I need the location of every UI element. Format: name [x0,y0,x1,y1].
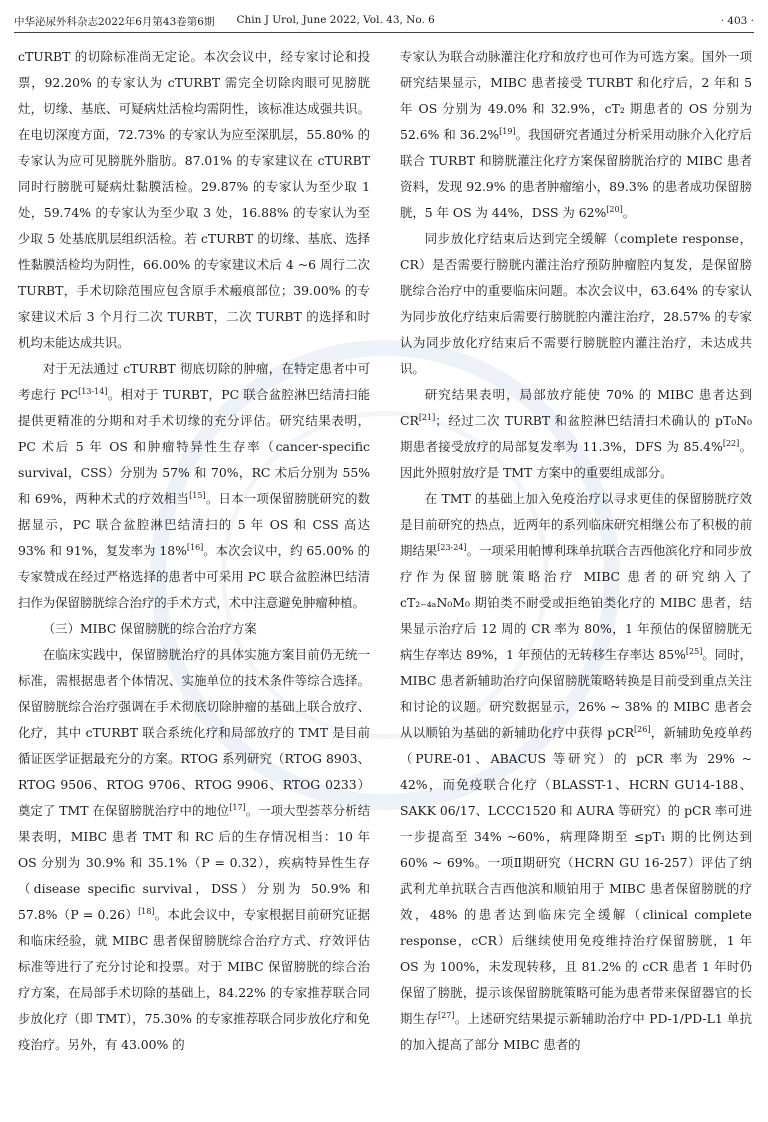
citation: [26] [634,724,651,734]
section-heading: （三）MIBC 保留膀胱的综合治疗方案 [42,621,257,636]
paragraph: 在 TMT 的基础上加入免疫治疗以寻求更佳的保留膀胱疗效是目前研究的热点，近两年的系列临床研究相继公布了积极的前期结果[23-24]。一项采用帕博利珠单抗联合吉西他滨化疗和同步放疗作为保留膀胱策略治疗 MIBC 患者的研究纳入了 cT₂₋₄ₐN₀M₀ 期铂类不耐受或拒绝铂类化疗的 MIBC 患者，结果显示治疗后 12 周的 CR 率为 80%，1 年预估的保留膀胱无病生存率达 89%，1 年预估的无转移生存率达 85%[25]。同时，MIBC 患者新辅助治疗向保留膀胱策略转换是目前受到重点关注和讨论的议题。研究数据显示，26% ~ 38% 的 MIBC 患者会从以顺铂为基础的新辅助化疗中获得 pCR[26]，新辅助免疫单药（PURE-01、ABACUS 等研究）的 pCR 率为 29% ~ 42%，而免疫联合化疗（BLASST-1、HCRN GU14-188、SAKK 06/17、LCCC1520 和 AURA 等研究）的 pCR 率可进一步提高至 34% ~60%，病理降期至 ≤pT₁ 期的比例达到 60% ~ 69%。一项Ⅱ期研究（HCRN GU 16-257）评估了纳武利尤单抗联合吉西他滨和顺铂用于 MIBC 患者保留膀胱的疗效，48% 的患者达到临床完全缓解（clinical complete response，cCR）后继续使用免疫维持治疗保留膀胱，1 年 OS 为 100%，未发现转移，且 81.2% 的 cCR 患者 1 年时仍保留了膀胱，提示该保留膀胱策略可能为患者带来保留器官的长期生存[27]。上述研究结果提示新辅助治疗中 PD-1/PD-L1 单抗的加入提高了部分 MIBC 患者的 [400,491,752,1052]
citation: [22] [722,438,740,448]
citation: [17] [229,802,246,812]
left-column [18,44,370,1114]
paragraph: 在临床实践中，保留膀胱治疗的具体实施方案目前仍无统一标准，需根据患者个体情况、实施单位的技术条件等综合选择。保留膀胱综合治疗强调在手术彻底切除肿瘤的基础上联合放疗、化疗，其中 cTURBT 联合系统化疗和局部放疗的 TMT 是目前循证医学证据最充分的方案。RTOG 系列研究（RTOG 8903、RTOG 9506、RTOG 9706、RTOG 9906、RTOG 0233）奠定了 TMT 在保留膀胱治疗中的地位[17]。一项大型荟萃分析结果表明，MIBC 患者 TMT 和 RC 后的生存情况相当：10 年 OS 分别为 30.9% 和 35.1%（P = 0.32），疾病特异性生存（disease specific survival，DSS）分别为 50.9% 和 57.8%（P = 0.26）[18]。本此会议中，专家根据目前研究证据和临床经验，就 MIBC 患者保留膀胱综合治疗方式、疗效评估标准等进行了充分讨论和投票。对于 MIBC 保留膀胱的综合治疗方案，在局部手术切除的基础上，84.22% 的专家推荐联合同步放化疗（即 TMT），75.30% 的专家推荐联合同步放化疗和免疫治疗。另外，有 43.00% 的 [18,647,370,1052]
citation: [15] [189,490,206,500]
paragraph: 对于无法通过 cTURBT 彻底切除的肿瘤，在特定患者中可考虑行 PC[13-14]。相对于 TURBT，PC 联合盆腔淋巴结清扫能提供更精准的分期和对手术切缘的充分评估。研究结果表明，PC 术后 5 年 OS 和肿瘤特异性生存率（cancer-specific survival，CSS）分别为 57% 和 70%，RC 术后分别为 55% 和 69%，两种术式的疗效相当[15]。日本一项保留膀胱研究的数据显示，PC 联合盆腔淋巴结清扫的 5 年 OS 和 CSS 高达 93% 和 91%，复发率为 18%[16]。本次会议中，约 65.00% 的专家赞成在经过严格选择的患者中可采用 PC 联合盆腔淋巴结清扫作为保留膀胱综合治疗的手术方式，术中注意避免肿瘤种植。 [18,361,370,610]
citation: [25] [685,646,703,656]
citation: [20] [606,204,623,214]
running-header [14,10,754,33]
page-number: · 403 · [720,15,754,27]
paragraph: 研究结果表明，局部放疗能使 70% 的 MIBC 患者达到 CR[21]；经过二次 TURBT 和盆腔淋巴结清扫术确认的 pT₀N₀ 期患者接受放疗的局部复发率为 11.3%，DFS 为 85.4%[22]。因此外照射放疗是 TMT 方案中的重要组成部分。 [400,387,752,480]
journal-title-cn: 中华泌尿外科杂志2022年6月第43卷第6期 [14,15,215,28]
citation: [16] [186,542,204,552]
paragraph: 专家认为联合动脉灌注化疗和放疗也可作为可选方案。国外一项研究结果显示，MIBC 患者接受 TURBT 和化疗后，2 年和 5 年 OS 分别为 49.0% 和 32.9%，cT₂ 期患者的 OS 分别为 52.6% 和 36.2%[19]。我国研究者通过分析采用动脉介入化疗后联合 TURBT 和膀胱灌注化疗方案保留膀胱治疗的 MIBC 患者资料，发现 92.9% 的患者肿瘤缩小，89.3% 的患者成功保留膀胱，5 年 OS 为 44%，DSS 为 62%[20]。 [400,49,752,220]
citation: [19] [499,126,516,136]
citation: [13-14] [78,386,108,396]
right-column [400,44,752,1114]
citation: [18] [138,906,155,916]
paragraph: 同步放化疗结束后达到完全缓解（complete response，CR）是否需要行膀胱内灌注治疗预防肿瘤腔内复发，是保留膀胱综合治疗中的重要临床问题。本次会议中，63.64% 的专家认为同步放化疗结束后需要行膀胱腔内灌注治疗，28.57% 的专家认为同步放化疗结束后不需要行膀胱腔内灌注治疗，未达成共识。 [400,231,752,376]
citation: [23-24] [437,542,467,552]
citation: [27] [438,1010,455,1020]
journal-title-en: Chin J Urol, June 2022, Vol. 43, No. 6 [236,13,435,26]
paragraph: cTURBT 的切除标准尚无定论。本次会议中，经专家讨论和投票，92.20% 的专家认为 cTURBT 需完全切除肉眼可见膀胱灶，切缘、基底、可疑病灶活检均需阴性，该标准达成强共识。在电切深度方面，72.73% 的专家认为应至深肌层，55.80% 的专家认为应可见膀胱外脂肪。87.01% 的专家建议在 cTURBT 同时行膀胱可疑病灶黏膜活检。29.87% 的专家认为至少取 1 处，59.74% 的专家认为至少取 3 处，16.88% 的专家认为至少取 5 处基底肌层组织活检。若 cTURBT 的切缘、基底、选择性黏膜活检均为阴性，66.00% 的专家建议术后 4 ~6 周行二次 TURBT，手术切除范围应包含原手术瘢痕部位；39.00% 的专家建议术后 3 个月行二次 TURBT，二次 TURBT 的选择和时机均未能达成共识。 [18,49,370,350]
citation: [21] [418,412,436,422]
